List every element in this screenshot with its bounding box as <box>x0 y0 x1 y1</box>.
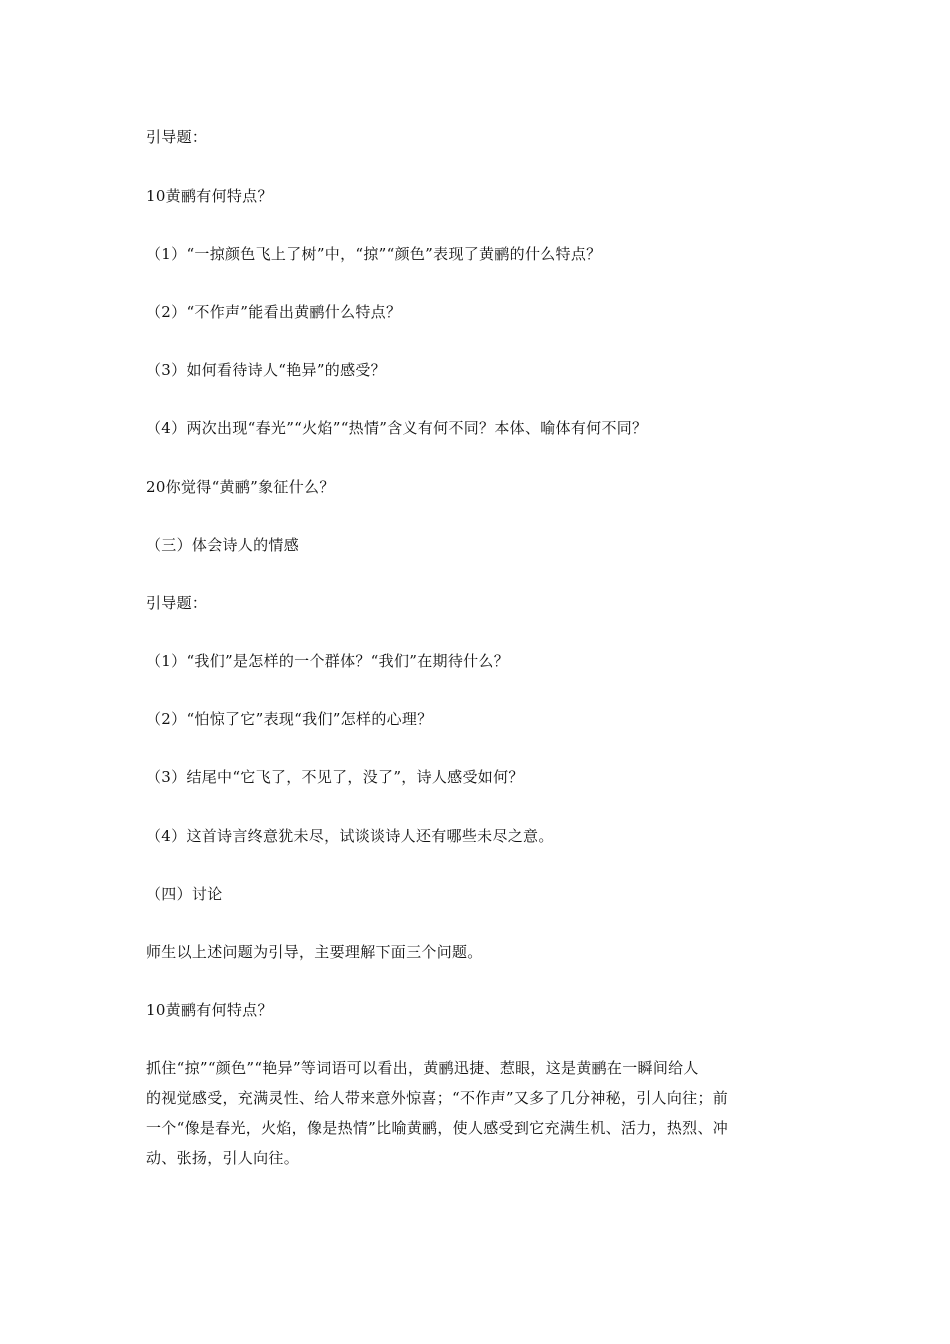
question-oriole-symbol: 20你觉得“黄鹂”象征什么？ <box>146 478 335 496</box>
answer-line: 抓住“掠”“颜色”“艳异”等词语可以看出，黄鹂迅捷、惹眼，这是黄鹂在一瞬间给人 <box>146 1059 699 1077</box>
emotion-question-2: （2）“怕惊了它”表现“我们”怎样的心理？ <box>146 710 433 728</box>
heading-guiding-questions-2: 引导题： <box>146 594 208 612</box>
emotion-question-1: （1）“我们”是怎样的一个群体？“我们”在期待什么？ <box>146 652 510 670</box>
emotion-question-3: （3）结尾中“它飞了，不见了，没了”，诗人感受如何？ <box>146 768 524 786</box>
sub-question-1: （1）“一掠颜色飞上了树”中，“掠”“颜色”表现了黄鹂的什么特点？ <box>146 245 602 263</box>
sub-question-4: （4）两次出现“春光”“火焰”“热情”含义有何不同？本体、喻体有何不同？ <box>146 419 648 437</box>
section-heading-4: （四）讨论 <box>146 885 223 903</box>
discussion-question-1: 10黄鹂有何特点？ <box>146 1001 273 1019</box>
question-oriole-features: 10黄鹂有何特点？ <box>146 187 273 205</box>
sub-question-3: （3）如何看待诗人“艳异”的感受？ <box>146 361 386 379</box>
answer-paragraph <box>146 1053 806 1173</box>
heading-guiding-questions: 引导题： <box>146 128 208 146</box>
discussion-intro: 师生以上述问题为引导，主要理解下面三个问题。 <box>146 943 483 961</box>
section-heading-3: （三）体会诗人的情感 <box>146 536 300 554</box>
answer-line: 动、张扬，引人向往。 <box>146 1149 300 1167</box>
answer-line: 一个“像是春光，火焰，像是热情”比喻黄鹂，使人感受到它充满生机、活力，热烈、冲 <box>146 1119 729 1137</box>
answer-line: 的视觉感受，充满灵性、给人带来意外惊喜；“不作声”又多了几分神秘，引人向往；前 <box>146 1089 729 1107</box>
emotion-question-4: （4）这首诗言终意犹未尽，试谈谈诗人还有哪些未尽之意。 <box>146 827 554 845</box>
sub-question-2: （2）“不作声”能看出黄鹂什么特点？ <box>146 303 402 321</box>
